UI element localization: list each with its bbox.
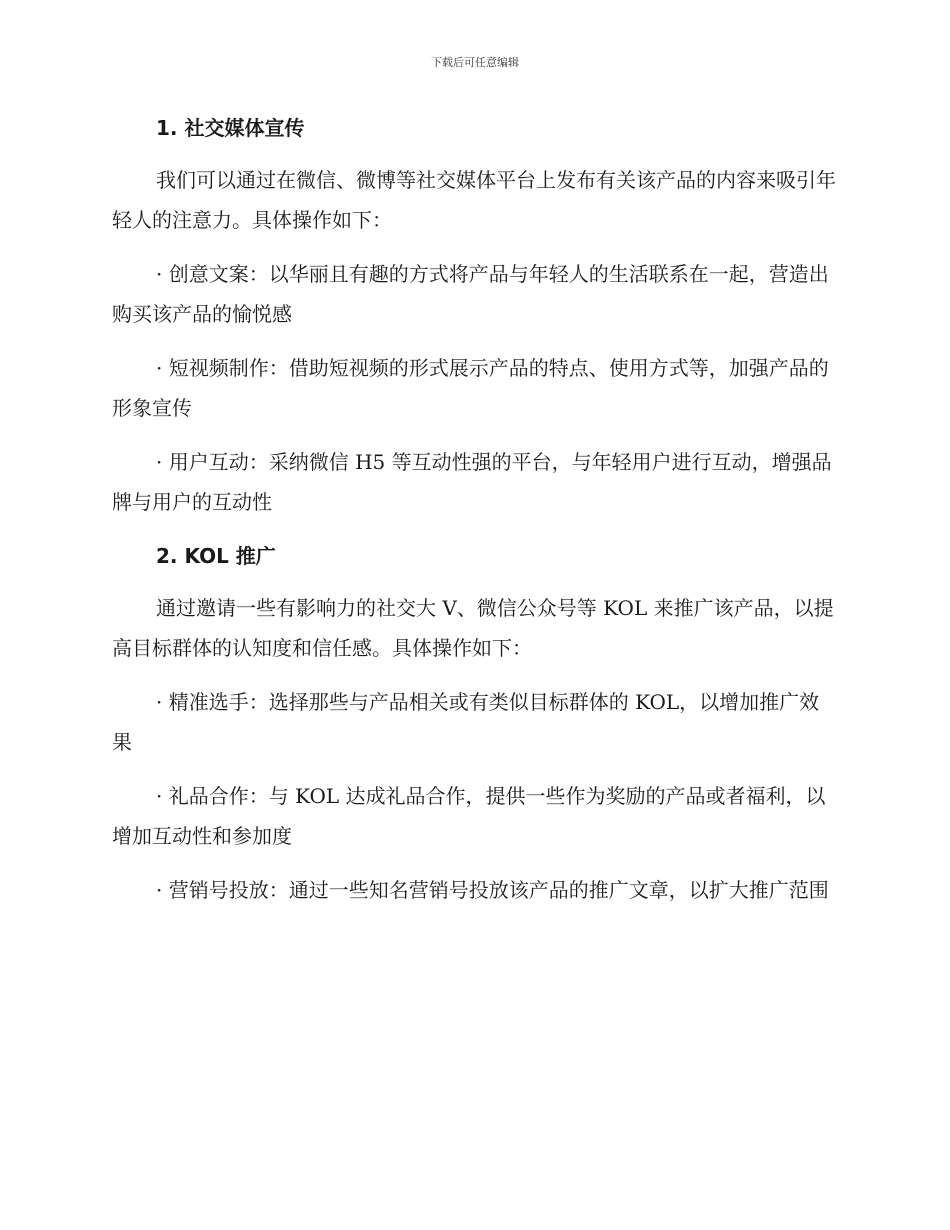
paragraph: 我们可以通过在微信、微博等社交媒体平台上发布有关该产品的内容来吸引年轻人的注意力。具体操作如下： xyxy=(112,168,836,232)
section-kol xyxy=(112,536,836,910)
section-social-media xyxy=(112,108,836,522)
document-body xyxy=(112,108,836,924)
paragraph: 通过邀请一些有影响力的社交大 V、微信公众号等 KOL 来推广该产品，以提高目标群体的认知度和信任感。具体操作如下： xyxy=(112,596,834,660)
header-note: 下载后可任意编辑 xyxy=(431,56,519,69)
bullet-paragraph: · 创意文案：以华丽且有趣的方式将产品与年轻人的生活联系在一起，营造出购买该产品的愉悦感 xyxy=(112,262,829,326)
section-heading: 2. KOL 推广 xyxy=(156,544,276,568)
bullet-paragraph: · 短视频制作：借助短视频的形式展示产品的特点、使用方式等，加强产品的形象宣传 xyxy=(112,356,829,420)
bullet-paragraph: · 精准选手：选择那些与产品相关或有类似目标群体的 KOL，以增加推广效果 xyxy=(112,690,820,754)
section-heading: 1. 社交媒体宣传 xyxy=(156,116,305,140)
bullet-paragraph: · 营销号投放：通过一些知名营销号投放该产品的推广文章，以扩大推广范围 xyxy=(156,878,829,902)
bullet-paragraph: · 礼品合作：与 KOL 达成礼品合作，提供一些作为奖励的产品或者福利，以增加互动性和参加度 xyxy=(112,784,826,848)
bullet-paragraph: · 用户互动：采纳微信 H5 等互动性强的平台，与年轻用户进行互动，增强品牌与用户的互动性 xyxy=(112,450,832,514)
